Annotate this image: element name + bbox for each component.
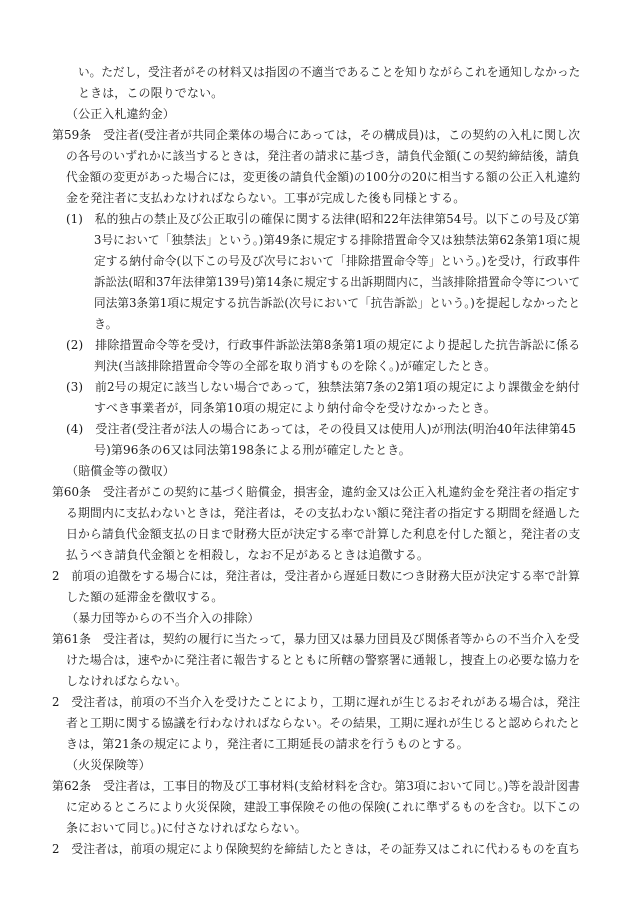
text-line: 日から請負代金額支払の日まで財務大臣が決定する率で計算した利息を付した額と，発注者の支 — [66, 527, 581, 541]
section-heading: （暴力団等からの不当介入の排除） — [66, 611, 260, 625]
text-line: 号)第96条の6又は同法第198条による刑が確定したとき。 — [94, 443, 411, 457]
text-line: 定する納付命令(以下この号及び次号において「排除措置命令等」という。)を受け，行政事件 — [94, 254, 581, 268]
section-heading: （賠償金等の徴収） — [66, 464, 175, 478]
text-line: に定めるところにより火災保険，建設工事保険その他の保険(これに準ずるものを含む。以下この — [66, 800, 581, 814]
article-61-text: 第61条 受注者は，契約の履行に当たって，暴力団又は暴力団員及び関係者等からの不当介入を受 — [52, 632, 580, 646]
article-59-text: 第59条 受注者(受注者が共同企業体の場合にあっては，その構成員)は，この契約の入札に関し次 — [52, 128, 581, 142]
text-line: 払うべき請負代金額とを相殺し，なお不足があるときは追徴する。 — [66, 548, 430, 562]
text-line: した額の延滞金を徴収する。 — [66, 590, 224, 604]
text-line: き。 — [94, 317, 118, 331]
text-line: い。ただし，受注者がその材料又は指図の不適当であることを知りながらこれを通知しなかった — [78, 65, 581, 79]
text-line: 3号において「独禁法」という。)第49条に規定する排除措置命令又は独禁法第62条第1項に規 — [94, 233, 581, 247]
text-line: すべき事業者が，同条第10項の規定により納付命令を受けなかったとき。 — [94, 401, 496, 415]
text-line: 判決(当該排除措置命令等の全部を取り消すものを除く。)が確定したとき。 — [94, 359, 497, 373]
article-62-text: 第62条 受注者は，工事目的物及び工事材料(支給材料を含む。第3項において同じ。)等を設計図書 — [52, 779, 580, 793]
text-line: 代金額の変更があった場合には，変更後の請負代金額)の100分の20に相当する額の公正入札違約 — [66, 170, 581, 184]
paragraph-2: 2 受注者は，前項の不当介入を受けたことにより，工期に遅れが生じるおそれがある場合は，発注 — [52, 695, 581, 709]
text-line: 同法第3条第1項に規定する抗告訴訟(次号において「抗告訴訟」という。)を提起しなかったと — [94, 296, 581, 310]
text-line: る期間内に支払わないときは，発注者は，その支払わない額に発注者の指定する期間を経過した — [66, 506, 581, 520]
text-line: ときは，この限りでない。 — [78, 86, 224, 100]
paragraph-2: 2 前項の追徴をする場合には，発注者は，受注者から遅延日数につき財務大臣が決定する率で計算 — [52, 569, 580, 583]
list-item-1: (1) 私的独占の禁止及び公正取引の確保に関する法律(昭和22年法律第54号。以下この号及び第 — [66, 212, 580, 226]
article-60-text: 第60条 受注者がこの契約に基づく賠償金，損害金，違約金又は公正入札違約金を発注者の指定す — [52, 485, 580, 499]
text-line: 訴訟法(昭和37年法律第139号)第14条に規定する出訴期間内に，当該排除措置命令等について — [94, 275, 581, 289]
text-line: しなければならない。 — [66, 674, 188, 688]
section-heading: （公正入札違約金） — [66, 107, 175, 121]
section-heading: （火災保険等） — [66, 758, 151, 772]
text-line: きは，第21条の規定により，発注者に工期延長の請求を行うものとする。 — [66, 737, 469, 751]
paragraph-2: 2 受注者は，前項の規定により保険契約を締結したときは，その証券又はこれに代わるものを直ち — [52, 842, 581, 856]
list-item-4: (4) 受注者(受注者が法人の場合にあっては，その役員又は使用人)が刑法(明治40年法律第45 — [66, 422, 577, 436]
text-line: 者と工期に関する協議を行わなければならない。その結果，工期に遅れが生じると認められたと — [66, 716, 581, 730]
text-line: けた場合は，速やかに発注者に報告するとともに所轄の警察署に通報し，捜査上の必要な協力を — [66, 653, 581, 667]
list-item-3: (3) 前2号の規定に該当しない場合であって，独禁法第7条の2第1項の規定により課徴金を納付 — [66, 380, 580, 394]
text-line: 金を発注者に支払わなければならない。工事が完成した後も同様とする。 — [66, 191, 466, 205]
text-line: 条において同じ。)に付さなければならない。 — [66, 821, 307, 835]
list-item-2: (2) 排除措置命令等を受け，行政事件訴訟法第8条第1項の規定により提起した抗告訴訟に係る — [66, 338, 581, 352]
text-line: の各号のいずれかに該当するときは，発注者の請求に基づき，請負代金額(この契約締結後，請負 — [66, 149, 580, 163]
